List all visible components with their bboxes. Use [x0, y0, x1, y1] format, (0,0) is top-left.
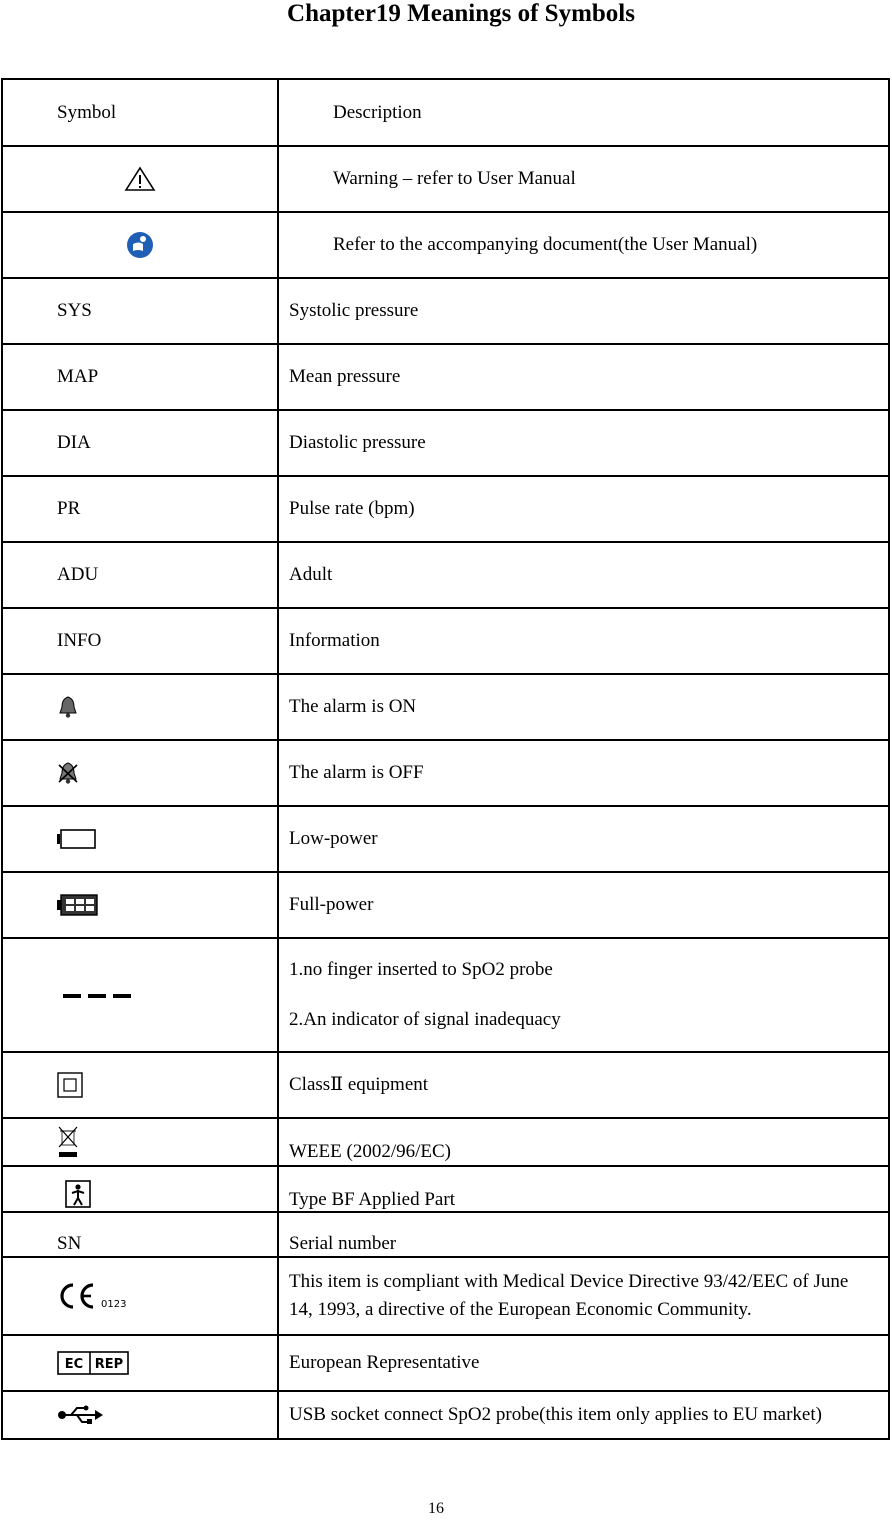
- description-cell: Systolic pressure: [278, 278, 889, 344]
- description-cell: ClassⅡ equipment: [278, 1052, 889, 1118]
- warning-triangle-icon: [124, 166, 156, 192]
- description-cell: Adult: [278, 542, 889, 608]
- table-row: [2, 806, 889, 872]
- table-row: [2, 674, 889, 740]
- table-header-row: [2, 79, 889, 146]
- symbol-cell: [2, 740, 278, 806]
- symbols-table: [1, 78, 890, 1440]
- table-row: [2, 1212, 889, 1257]
- table-row: [2, 344, 889, 410]
- description-cell: Refer to the accompanying document(the User Manual): [278, 212, 889, 278]
- symbol-cell: [2, 1166, 278, 1212]
- table-row: [2, 1391, 889, 1439]
- description-cell: Pulse rate (bpm): [278, 476, 889, 542]
- dashes-icon: [57, 991, 137, 1001]
- symbol-cell: [2, 1118, 278, 1166]
- description-cell: Information: [278, 608, 889, 674]
- symbol-cell: [2, 674, 278, 740]
- table-row: [2, 410, 889, 476]
- description-line-2: 2.An indicator of signal inadequacy: [289, 1009, 561, 1030]
- description-cell: Diastolic pressure: [278, 410, 889, 476]
- header-symbol: Symbol: [2, 79, 278, 146]
- page-number: 16: [428, 1500, 444, 1517]
- description-cell: [278, 1257, 889, 1335]
- description-cell: Low-power: [278, 806, 889, 872]
- table-row: [2, 740, 889, 806]
- type-bf-icon: [63, 1179, 93, 1209]
- description-cell: Warning – refer to User Manual: [278, 146, 889, 212]
- symbol-cell: SYS: [2, 278, 278, 344]
- table-row: [2, 872, 889, 938]
- table-row: [2, 1335, 889, 1391]
- description-cell: WEEE (2002/96/EC): [278, 1118, 889, 1166]
- page-title: Chapter19 Meanings of Symbols: [287, 0, 635, 27]
- symbol-cell: [2, 1052, 278, 1118]
- description-line-1: This item is compliant with Medical Device Directive 93/42/EEC of June: [289, 1271, 849, 1292]
- alarm-on-bell-icon: [57, 695, 79, 719]
- table-row: [2, 146, 889, 212]
- header-description: Description: [278, 79, 889, 146]
- description-cell: Serial number: [278, 1212, 889, 1257]
- symbol-cell: SN: [2, 1212, 278, 1257]
- symbol-cell: [2, 806, 278, 872]
- symbol-cell: ADU: [2, 542, 278, 608]
- table-row: [2, 278, 889, 344]
- refer-to-manual-icon: [126, 231, 154, 259]
- description-cell: European Representative: [278, 1335, 889, 1391]
- symbol-cell: [2, 1391, 278, 1439]
- description-cell: The alarm is ON: [278, 674, 889, 740]
- description-line-1: 1.no finger inserted to SpO2 probe: [289, 959, 553, 980]
- table-row: [2, 1118, 889, 1166]
- description-cell: [278, 938, 889, 1052]
- table-row: [2, 938, 889, 1052]
- class-ii-square-icon: [57, 1072, 83, 1098]
- alarm-off-bell-icon: [57, 761, 79, 785]
- table-row: [2, 542, 889, 608]
- symbol-cell: MAP: [2, 344, 278, 410]
- symbol-cell: [2, 1257, 278, 1335]
- description-cell: Type BF Applied Part: [278, 1166, 889, 1212]
- symbol-cell: INFO: [2, 608, 278, 674]
- table-row: [2, 476, 889, 542]
- battery-full-icon: [57, 893, 99, 917]
- symbol-cell: [2, 938, 278, 1052]
- ec-rep-icon: [57, 1351, 129, 1375]
- symbol-cell: DIA: [2, 410, 278, 476]
- symbol-cell: [2, 872, 278, 938]
- table-row: [2, 1166, 889, 1212]
- symbol-cell: [2, 1335, 278, 1391]
- weee-bin-icon: [57, 1125, 79, 1159]
- description-line-2: 14, 1993, a directive of the European Economic Community.: [289, 1299, 752, 1320]
- battery-empty-icon: [57, 828, 97, 850]
- description-cell: USB socket connect SpO2 probe(this item only applies to EU market): [278, 1391, 889, 1439]
- description-cell: Mean pressure: [278, 344, 889, 410]
- description-cell: The alarm is OFF: [278, 740, 889, 806]
- symbol-cell: PR: [2, 476, 278, 542]
- symbol-cell: [2, 146, 278, 212]
- usb-icon: [57, 1404, 103, 1426]
- symbol-cell: [2, 212, 278, 278]
- table-row: [2, 212, 889, 278]
- ce-number: 0123: [101, 1299, 127, 1310]
- description-cell: Full-power: [278, 872, 889, 938]
- ce-mark-icon: [57, 1281, 133, 1311]
- table-row: [2, 1052, 889, 1118]
- ec-label: EC: [64, 1357, 84, 1372]
- rep-label: REP: [94, 1357, 124, 1372]
- table-row: [2, 608, 889, 674]
- table-row: [2, 1257, 889, 1335]
